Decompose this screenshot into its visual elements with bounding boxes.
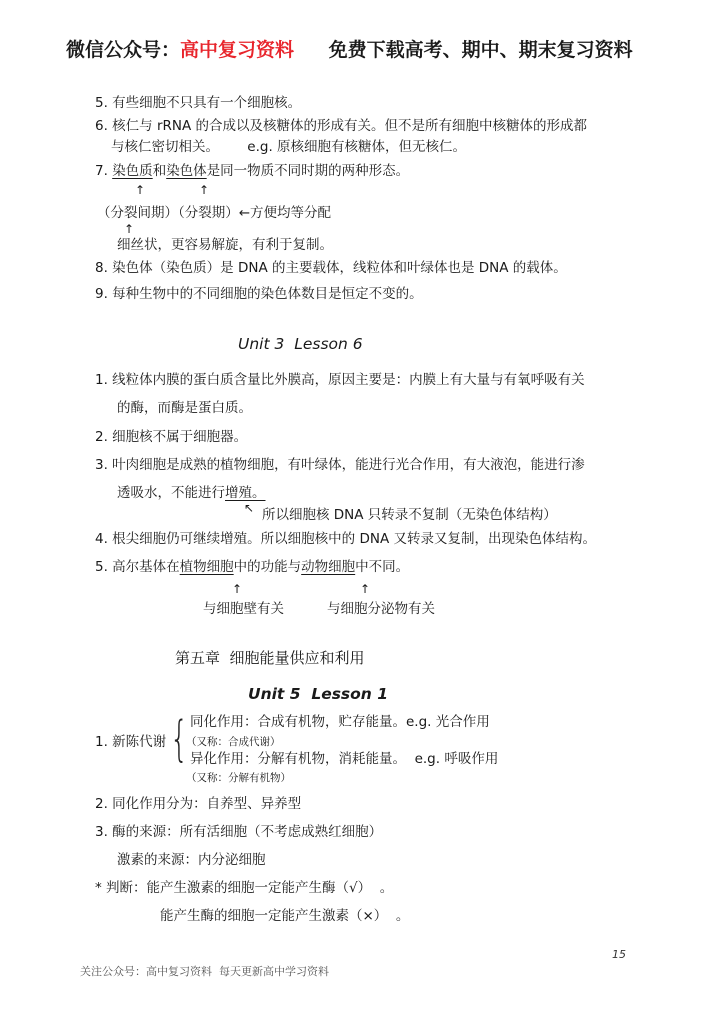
list-item: 1. 新陈代谢 xyxy=(95,734,167,750)
annotation: 所以细胞核 DNA 只转录不复制（无染色体结构） xyxy=(262,507,557,523)
note-interphase: （分裂间期） xyxy=(97,205,178,221)
list-item xyxy=(95,558,409,576)
text: 5. 高尔基体在 xyxy=(95,559,180,575)
page-number: 15 xyxy=(612,948,626,961)
up-arrow-icon: ↑ xyxy=(135,183,146,197)
list-item: 2. 细胞核不属于细胞器。 xyxy=(95,429,248,445)
list-item: 5. 有些细胞不只具有一个细胞核。 xyxy=(95,95,302,111)
text: 中的功能与 xyxy=(233,559,302,575)
up-arrow-icon: ↑ xyxy=(360,582,371,596)
header-banner xyxy=(66,38,633,62)
list-item xyxy=(95,162,409,180)
anabolism-alias: （又称：合成代谢） xyxy=(186,736,281,748)
text-example: e.g. 原核细胞有核糖体，但无核仁。 xyxy=(247,139,467,155)
anabolism-line: 同化作用：合成有机物，贮存能量。e.g. 光合作用 xyxy=(190,714,490,730)
term-plant-cell: 植物细胞 xyxy=(179,559,234,575)
brace-icon: { xyxy=(170,711,189,767)
judgement-line: 能产生酶的细胞一定能产生激素（×） 。 xyxy=(160,908,410,924)
list-item: 3. 酶的来源：所有活细胞（不考虑成熟红细胞） xyxy=(95,824,383,840)
list-item-cont xyxy=(111,138,466,156)
term-chromatin: 染色质 xyxy=(112,163,153,179)
list-item: 3. 叶肉细胞是成熟的植物细胞，有叶绿体，能进行光合作用，有大液泡，能进行渗 xyxy=(95,457,585,473)
note-mitosis: （分裂期） xyxy=(178,205,239,221)
section-heading: Unit 3 Lesson 6 xyxy=(238,335,363,353)
term-proliferation: 增殖。 xyxy=(225,485,266,501)
note-purpose: ←方便均等分配 xyxy=(238,205,332,221)
up-arrow-icon: ↑ xyxy=(232,582,243,596)
banner-slogan: 免费下载高考、期中、期末复习资料 xyxy=(328,39,633,61)
annotation: 与细胞壁有关 xyxy=(203,601,284,617)
annotation: 与细胞分泌物有关 xyxy=(327,601,435,617)
list-item: 1. 线粒体内膜的蛋白质含量比外膜高，原因主要是：内膜上有大量与有氧呼吸有关 xyxy=(95,372,585,388)
term-chromosome: 染色体 xyxy=(166,163,207,179)
list-item: 2. 同化作用分为：自养型、异养型 xyxy=(95,796,302,812)
banner-prefix: 微信公众号： xyxy=(66,39,181,61)
list-item: 4. 根尖细胞仍可继续增殖。所以细胞核中的 DNA 又转录又复制，出现染色体结构。 xyxy=(95,531,596,547)
up-arrow-icon: ↑ xyxy=(124,222,135,236)
list-item: 8. 染色体（染色质）是 DNA 的主要载体，线粒体和叶绿体也是 DNA 的载体。 xyxy=(95,260,567,276)
text: 中不同。 xyxy=(355,559,410,575)
catabolism-line: 异化作用：分解有机物，消耗能量。 e.g. 呼吸作用 xyxy=(190,751,499,767)
list-item-cont xyxy=(117,484,266,502)
catabolism-alias: （又称：分解有机物） xyxy=(186,772,291,784)
up-arrow-icon: ↑ xyxy=(199,183,210,197)
footer-note: 关注公众号：高中复习资料 每天更新高中学习资料 xyxy=(80,965,329,978)
chapter-title: 第五章 细胞能量供应和利用 xyxy=(175,649,365,667)
annotation xyxy=(97,204,331,222)
term-animal-cell: 动物细胞 xyxy=(301,559,356,575)
text: 和 xyxy=(152,163,167,179)
text: 是同一物质不同时期的两种形态。 xyxy=(206,163,410,179)
judgement-line: * 判断：能产生激素的细胞一定能产生酶（√） 。 xyxy=(95,880,394,896)
list-item: 6. 核仁与 rRNA 的合成以及核糖体的形成有关。但不是所有细胞中核糖体的形成都 xyxy=(95,118,588,134)
list-item: 9. 每种生物中的不同细胞的染色体数目是恒定不变的。 xyxy=(95,286,423,302)
list-item-cont: 的酶，而酶是蛋白质。 xyxy=(117,400,252,416)
text: 与核仁密切相关。 xyxy=(111,139,219,155)
banner-account: 高中复习资料 xyxy=(180,39,295,61)
text: 透吸水，不能进行 xyxy=(117,485,225,501)
item-number: 7. xyxy=(95,163,108,179)
annotation: 细丝状，更容易解旋，有利于复制。 xyxy=(117,237,333,253)
section-heading: Unit 5 Lesson 1 xyxy=(248,685,389,703)
list-item-cont: 激素的来源：内分泌细胞 xyxy=(117,852,266,868)
diagonal-arrow-icon: ↖ xyxy=(244,501,255,515)
